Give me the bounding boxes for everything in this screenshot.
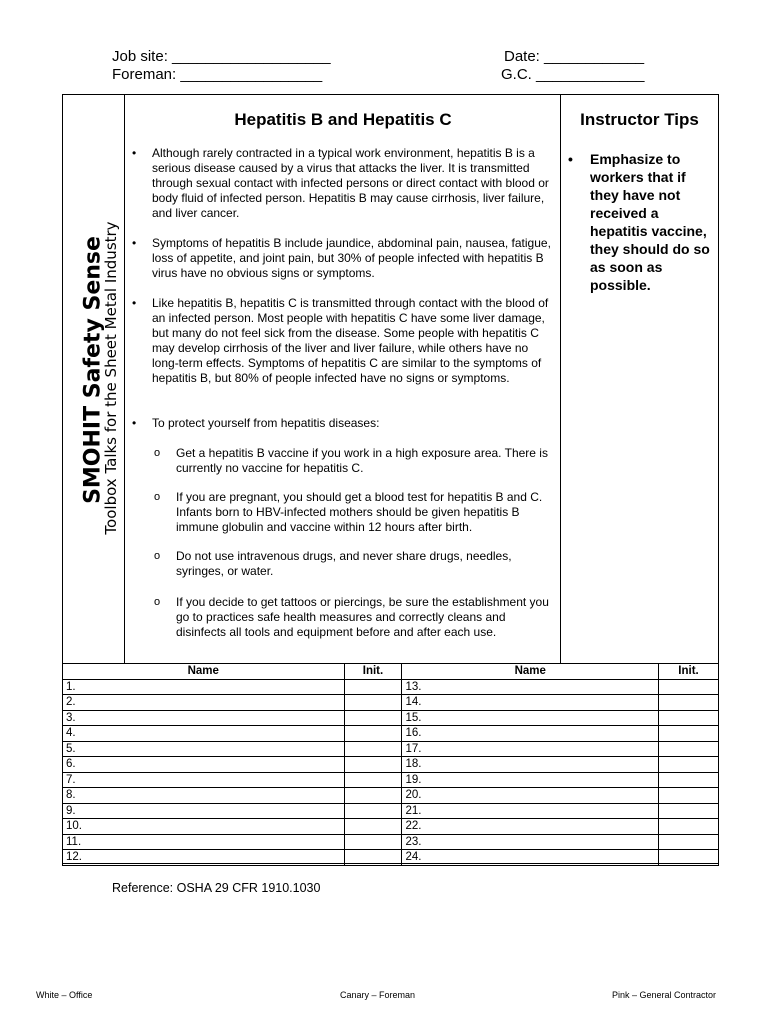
signin-table: [62, 663, 719, 866]
footer-contractor: Pink – General Contractor: [612, 990, 717, 1000]
init-column-header: Init.: [659, 664, 719, 680]
name-cell[interactable]: 10.: [63, 819, 345, 835]
init-cell[interactable]: [659, 741, 719, 757]
date-field: Date: ____________: [504, 48, 645, 65]
init-cell[interactable]: [344, 850, 402, 866]
init-cell[interactable]: [659, 850, 719, 866]
circle-bullet-icon: o: [154, 491, 161, 503]
name-cell[interactable]: 21.: [402, 803, 659, 819]
init-cell[interactable]: [344, 757, 402, 773]
init-cell[interactable]: [659, 726, 719, 742]
init-cell[interactable]: [659, 695, 719, 711]
name-cell[interactable]: 18.: [402, 757, 659, 773]
init-cell[interactable]: [344, 772, 402, 788]
name-cell[interactable]: 22.: [402, 819, 659, 835]
table-row: [63, 819, 719, 835]
name-cell[interactable]: 15.: [402, 710, 659, 726]
table-row: [63, 772, 719, 788]
circle-bullet-icon: o: [154, 447, 161, 459]
name-cell[interactable]: 17.: [402, 741, 659, 757]
bullet-text: Like hepatitis B, hepatitis C is transmitted through contact with the blood of an infected person. Most people with hepatitis C have some liver damage, but many do not feel sick from the disease. Some people with hepatitis C may develop cirrhosis of the liver and liver failure, while others have no long-term effects. Symptoms of hepatitis C are similar to the symptoms of hepatitis B, but 80% of people infected have no signs or symptoms.: [152, 296, 549, 385]
init-cell[interactable]: [344, 679, 402, 695]
foreman-field: Foreman: _________________: [112, 66, 323, 83]
job-site-field: Job site: ___________________: [112, 48, 331, 65]
circle-bullet-icon: o: [154, 596, 161, 608]
name-cell[interactable]: 19.: [402, 772, 659, 788]
bullet-icon: •: [568, 151, 573, 167]
tips-divider: [560, 94, 561, 663]
bullet-text: Symptoms of hepatitis B include jaundice, abdominal pain, nausea, fatigue, loss of appetite, and joint pain, but 30% of people infected with hepatitis B virus have no obvious signs or symptoms.: [152, 236, 551, 280]
tips-title: Instructor Tips: [580, 110, 699, 129]
footer-foreman: Canary – Foreman: [340, 990, 416, 1000]
name-column-header: Name: [63, 664, 345, 680]
name-column-header: Name: [402, 664, 659, 680]
init-cell[interactable]: [659, 788, 719, 804]
table-row: [63, 726, 719, 742]
init-column-header: Init.: [344, 664, 402, 680]
gc-field: G.C. _____________: [501, 66, 645, 83]
name-cell[interactable]: 14.: [402, 695, 659, 711]
init-cell[interactable]: [344, 695, 402, 711]
sub-bullet-text: Get a hepatitis B vaccine if you work in a high exposure area. There is currently no vaccine for hepatitis C.: [176, 446, 548, 475]
sidebar-title: SMOHIT Safety Sense: [80, 236, 106, 504]
table-row: [63, 710, 719, 726]
sub-bullet-text: If you decide to get tattoos or piercings, be sure the establishment you go to practices safe health measures and correctly cleans and disinfects all tools and equipment before and after each use.: [176, 595, 549, 639]
name-cell[interactable]: 24.: [402, 850, 659, 866]
name-cell[interactable]: 16.: [402, 726, 659, 742]
bullet-icon: •: [132, 146, 137, 160]
init-cell[interactable]: [659, 803, 719, 819]
name-cell[interactable]: 4.: [63, 726, 345, 742]
init-cell[interactable]: [659, 710, 719, 726]
init-cell[interactable]: [659, 772, 719, 788]
name-cell[interactable]: 8.: [63, 788, 345, 804]
name-cell[interactable]: 11.: [63, 834, 345, 850]
page-title: Hepatitis B and Hepatitis C: [234, 110, 452, 129]
table-row: [63, 850, 719, 866]
table-row: [63, 741, 719, 757]
init-cell[interactable]: [344, 726, 402, 742]
table-row: [63, 695, 719, 711]
name-cell[interactable]: 13.: [402, 679, 659, 695]
init-cell[interactable]: [344, 834, 402, 850]
instructor-tip-text: Emphasize to workers that if they have not received a hepatitis vaccine, they should do so as soon as possible.: [590, 151, 710, 293]
name-cell[interactable]: 5.: [63, 741, 345, 757]
init-cell[interactable]: [344, 788, 402, 804]
reference-text: Reference: OSHA 29 CFR 1910.1030: [112, 881, 321, 895]
init-cell[interactable]: [659, 757, 719, 773]
bullet-text: To protect yourself from hepatitis diseases:: [152, 416, 380, 430]
table-row: [63, 788, 719, 804]
init-cell[interactable]: [344, 819, 402, 835]
bullet-icon: •: [132, 416, 137, 430]
name-cell[interactable]: 9.: [63, 803, 345, 819]
name-cell[interactable]: 1.: [63, 679, 345, 695]
bullet-text: Although rarely contracted in a typical work environment, hepatitis B is a serious disease caused by a virus that attacks the liver. It is transmitted through sexual contact with infected persons or direct contact with blood or body fluid of infected person. Hepatitis B may cause cirrhosis, liver failure, and liver cancer.: [152, 146, 549, 220]
init-cell[interactable]: [344, 803, 402, 819]
table-row: [63, 757, 719, 773]
sub-bullet-text: If you are pregnant, you should get a blood test for hepatitis B and C. Infants born to HBV-infected mothers should be given hepatitis B immune globulin and vaccine within 12 hours after birth.: [176, 490, 543, 534]
table-row: [63, 803, 719, 819]
name-cell[interactable]: 2.: [63, 695, 345, 711]
sub-bullet-text: Do not use intravenous drugs, and never share drugs, needles, syringes, or water.: [176, 549, 512, 578]
sidebar-divider: [124, 94, 125, 663]
footer-office: White – Office: [36, 990, 93, 1000]
init-cell[interactable]: [659, 679, 719, 695]
signin-header-row: [63, 664, 719, 680]
init-cell[interactable]: [659, 819, 719, 835]
name-cell[interactable]: 23.: [402, 834, 659, 850]
name-cell[interactable]: 6.: [63, 757, 345, 773]
init-cell[interactable]: [344, 741, 402, 757]
table-row: [63, 834, 719, 850]
init-cell[interactable]: [659, 834, 719, 850]
name-cell[interactable]: 7.: [63, 772, 345, 788]
name-cell[interactable]: 20.: [402, 788, 659, 804]
init-cell[interactable]: [344, 710, 402, 726]
table-row: [63, 679, 719, 695]
bullet-icon: •: [132, 236, 137, 250]
name-cell[interactable]: 12.: [63, 850, 345, 866]
name-cell[interactable]: 3.: [63, 710, 345, 726]
bullet-icon: •: [132, 296, 137, 310]
sidebar-subtitle: Toolbox Talks for the Sheet Metal Industry: [102, 221, 120, 535]
circle-bullet-icon: o: [154, 550, 161, 562]
